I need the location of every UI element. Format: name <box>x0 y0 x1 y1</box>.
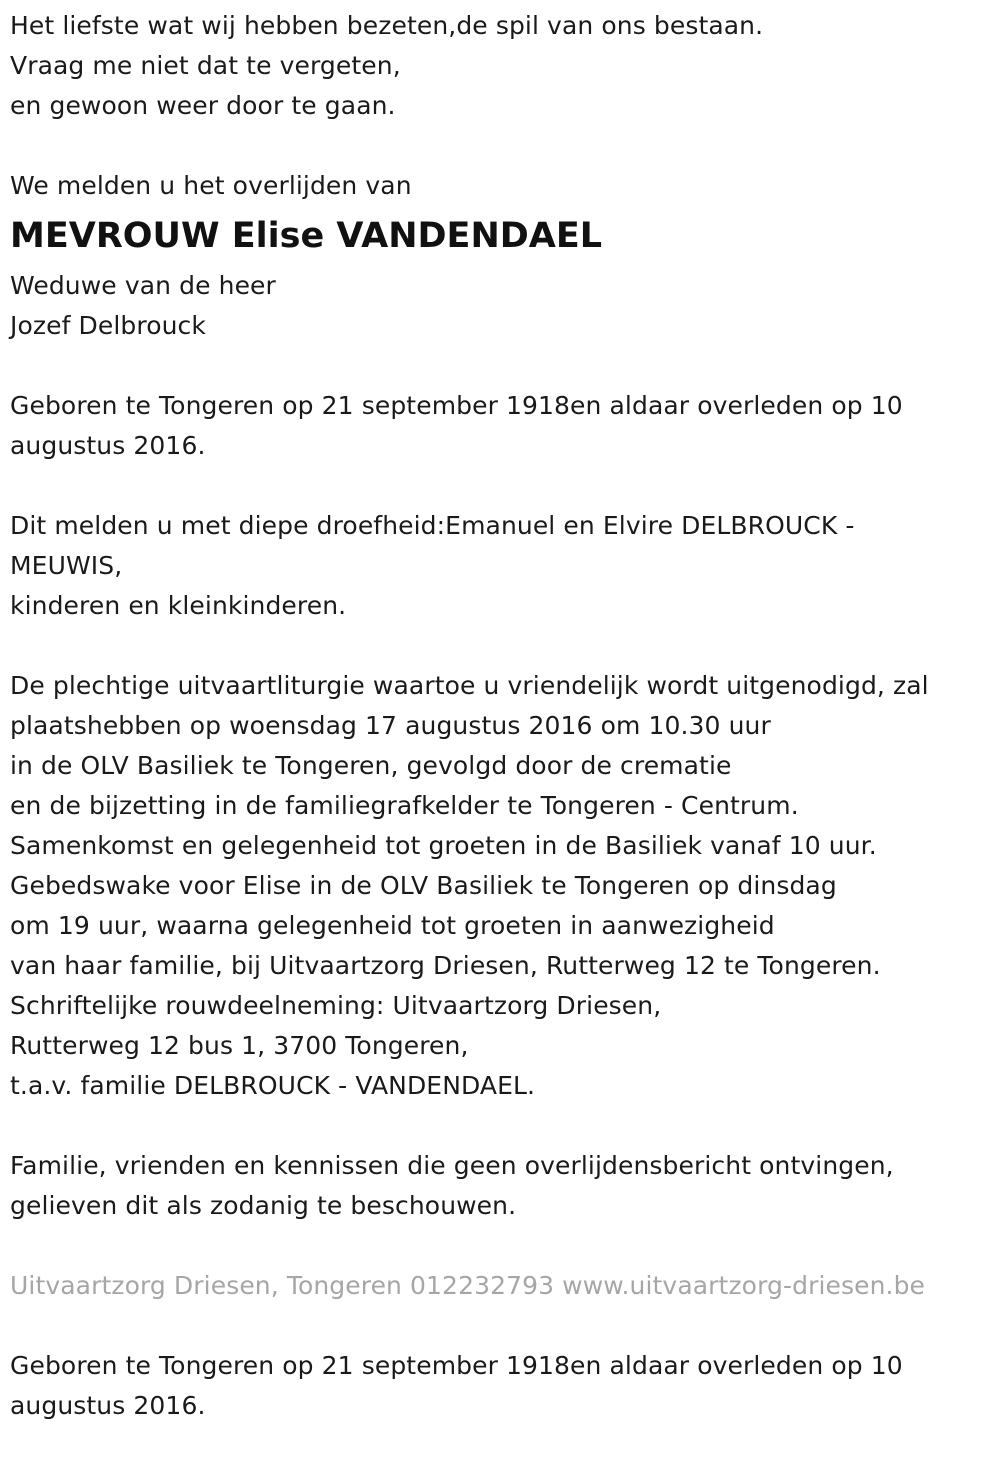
birth-death-line: Geboren te Tongeren op 21 september 1918en aldaar overleden op 10 <box>10 391 903 420</box>
funeral-home-footer: Uitvaartzorg Driesen, Tongeren 012232793 www.uitvaartzorg-driesen.be <box>10 1271 926 1300</box>
announcer-line: MEUWIS, <box>10 551 123 580</box>
notice-line: Familie, vrienden en kennissen die geen overlijdensbericht ontvingen, <box>10 1151 894 1180</box>
poem-line: Het liefste wat wij hebben bezeten,de spil van ons bestaan. <box>10 11 764 40</box>
spacer <box>10 126 995 166</box>
ceremony-details <box>10 666 995 1106</box>
ceremony-line: van haar familie, bij Uitvaartzorg Driesen, Rutterweg 12 te Tongeren. <box>10 951 881 980</box>
ceremony-line: Schriftelijke rouwdeelneming: Uitvaartzorg Driesen, <box>10 991 662 1020</box>
notice <box>10 1146 995 1226</box>
poem <box>10 6 995 126</box>
spouse-line: Jozef Delbrouck <box>10 311 206 340</box>
intro-text: We melden u het overlijden van <box>10 171 412 200</box>
spacer <box>10 346 995 386</box>
announcers <box>10 506 995 626</box>
spacer <box>10 1306 995 1346</box>
birth-death-line: augustus 2016. <box>10 1391 206 1420</box>
announcer-line: kinderen en kleinkinderen. <box>10 591 347 620</box>
ceremony-line: plaatshebben op woensdag 17 augustus 2016 om 10.30 uur <box>10 711 771 740</box>
ceremony-line: t.a.v. familie DELBROUCK - VANDENDAEL. <box>10 1071 536 1100</box>
ceremony-line: en de bijzetting in de familiegrafkelder te Tongeren - Centrum. <box>10 791 799 820</box>
ceremony-line: De plechtige uitvaartliturgie waartoe u vriendelijk wordt uitgenodigd, zal <box>10 671 929 700</box>
ceremony-line: in de OLV Basiliek te Tongeren, gevolgd door de crematie <box>10 751 732 780</box>
obituary-notice <box>10 6 995 1426</box>
ceremony-line: Gebedswake voor Elise in de OLV Basiliek te Tongeren op dinsdag <box>10 871 837 900</box>
birth-death-info <box>10 386 995 466</box>
notice-line: gelieven dit als zodanig te beschouwen. <box>10 1191 517 1220</box>
birth-death-info-repeat <box>10 1346 995 1426</box>
announcer-line: Dit melden u met diepe droefheid:Emanuel en Elvire DELBROUCK - <box>10 511 855 540</box>
poem-line: Vraag me niet dat te vergeten, <box>10 51 401 80</box>
ceremony-line: Samenkomst en gelegenheid tot groeten in de Basiliek vanaf 10 uur. <box>10 831 877 860</box>
spacer <box>10 1106 995 1146</box>
spacer <box>10 626 995 666</box>
ceremony-line: om 19 uur, waarna gelegenheid tot groeten in aanwezigheid <box>10 911 775 940</box>
spacer <box>10 1226 995 1266</box>
birth-death-line: Geboren te Tongeren op 21 september 1918en aldaar overleden op 10 <box>10 1351 903 1380</box>
deceased-name: MEVROUW Elise VANDENDAEL <box>10 216 603 256</box>
poem-line: en gewoon weer door te gaan. <box>10 91 396 120</box>
spouse-line: Weduwe van de heer <box>10 271 276 300</box>
birth-death-line: augustus 2016. <box>10 431 206 460</box>
spacer <box>10 466 995 506</box>
spouse-info <box>10 266 995 346</box>
ceremony-line: Rutterweg 12 bus 1, 3700 Tongeren, <box>10 1031 469 1060</box>
